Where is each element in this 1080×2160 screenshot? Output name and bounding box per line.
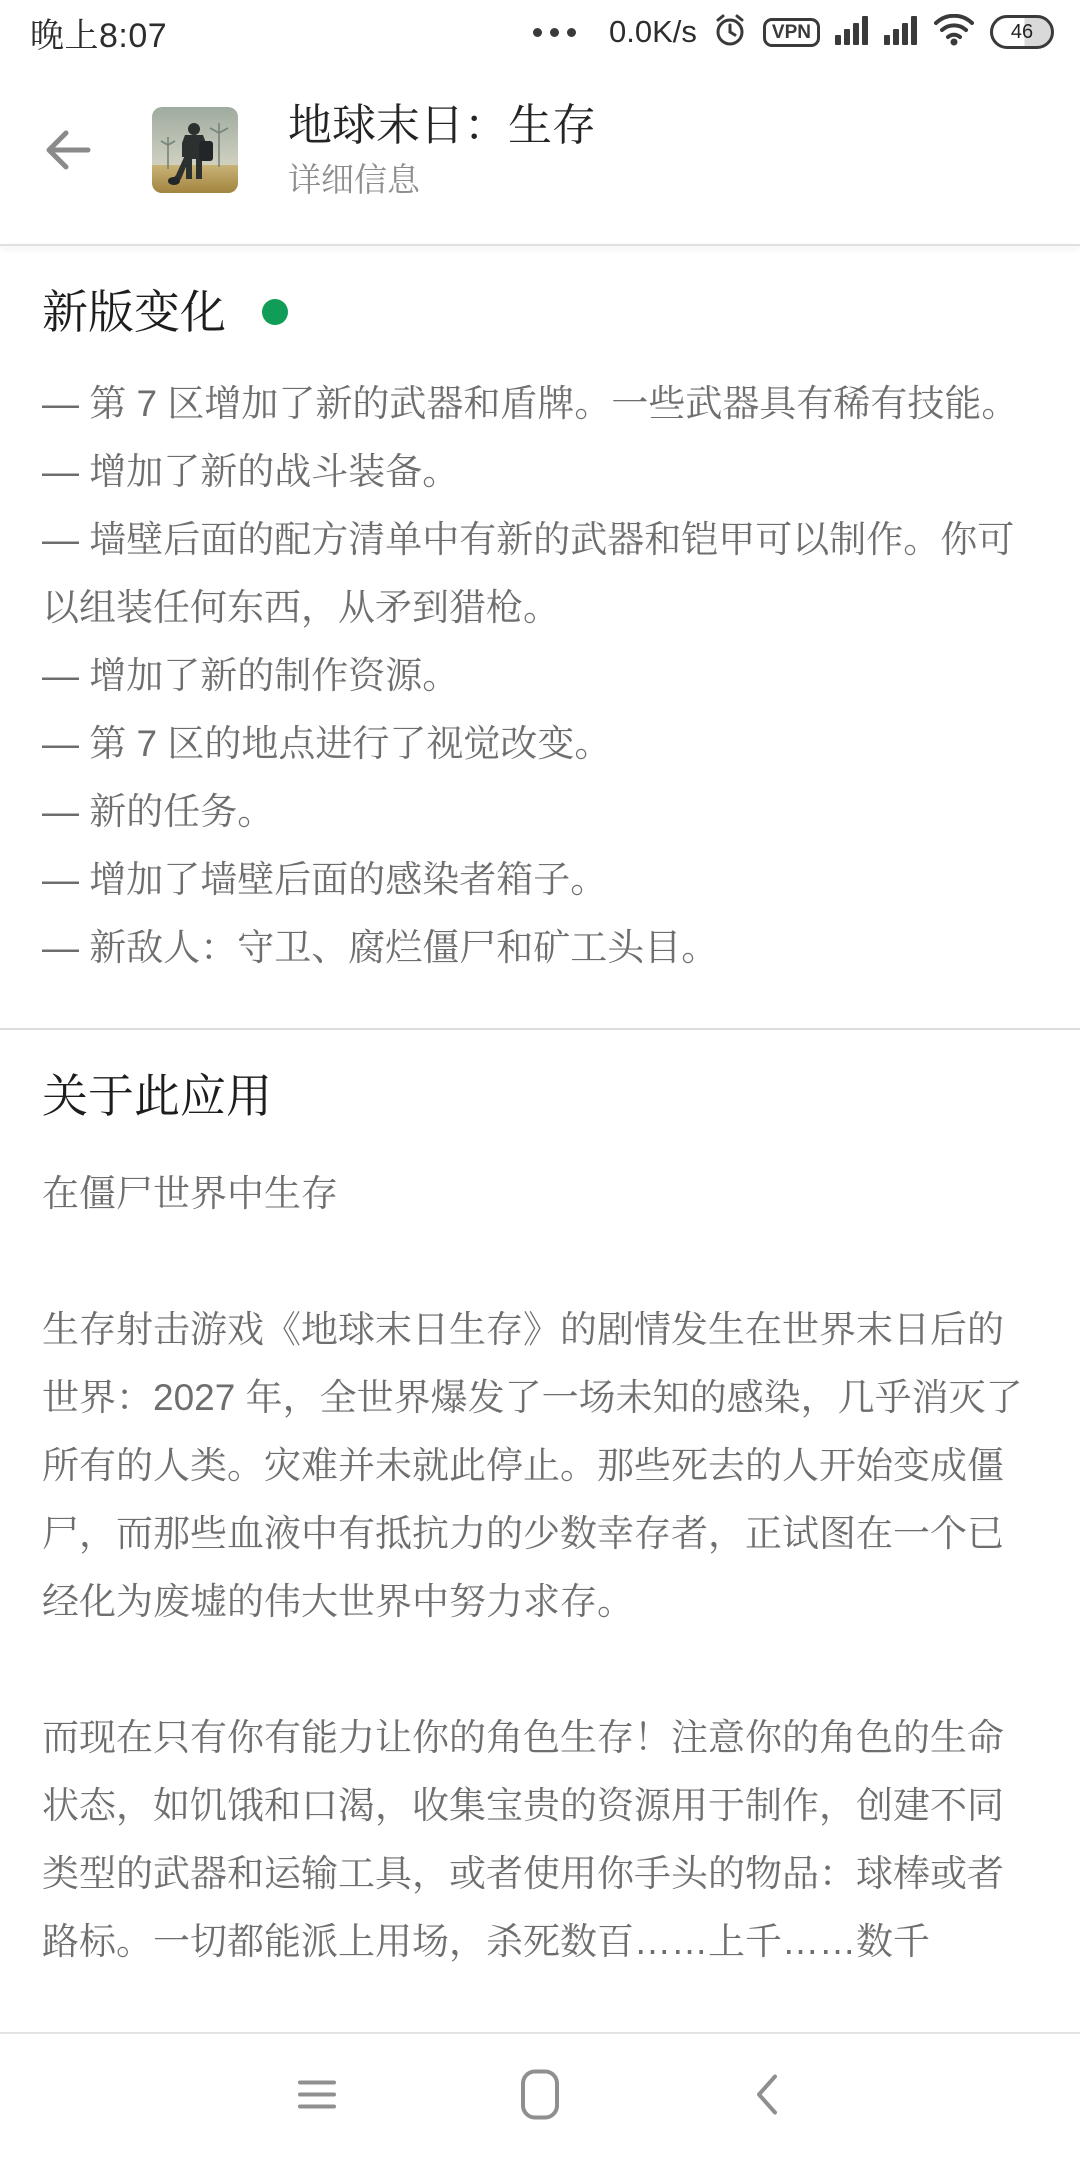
status-bar xyxy=(0,0,1080,60)
about-paragraph: 而现在只有你有能力让你的角色生存！注意你的角色的生命状态，如饥饿和口渴，收集宝贵的资源用于制作，创建不同类型的武器和运输工具，或者使用你手头的物品：球棒或者路标。一切都能派上用场，杀死数百……上千……数千 xyxy=(42,1717,1004,1962)
whats-new-item: — 墙壁后面的配方清单中有新的武器和铠甲可以制作。你可以组装任何东西，从矛到猎枪。 xyxy=(42,519,1015,628)
wifi-icon xyxy=(933,14,975,51)
whats-new-heading: 新版变化 xyxy=(42,286,226,338)
back-arrow-button[interactable] xyxy=(42,125,92,175)
cellular-signal-icon-sim2 xyxy=(884,15,918,50)
whats-new-item: — 第 7 区的地点进行了视觉改变。 xyxy=(42,723,612,764)
app-detail-header xyxy=(0,60,1080,244)
back-button[interactable] xyxy=(753,2073,779,2122)
whats-new-item: — 新敌人：守卫、腐烂僵尸和矿工头目。 xyxy=(42,927,719,968)
home-button[interactable] xyxy=(520,2069,560,2126)
recents-button[interactable] xyxy=(296,2079,338,2116)
system-nav-bar xyxy=(0,2032,1080,2160)
about-tagline: 在僵尸世界中生存 xyxy=(42,1173,338,1214)
cellular-signal-icon-sim1 xyxy=(835,15,869,50)
whats-new-item: — 增加了新的战斗装备。 xyxy=(42,451,460,492)
network-speed-text: 0.0K/s xyxy=(609,14,697,49)
about-section xyxy=(0,1030,1080,1976)
page-subtitle: 详细信息 xyxy=(288,161,420,198)
battery-icon xyxy=(990,15,1054,49)
vpn-icon: VPN xyxy=(763,18,820,47)
battery-percent-text: 46 xyxy=(1010,20,1034,43)
notification-overflow-dots-icon xyxy=(533,28,576,37)
whats-new-item: — 第 7 区增加了新的武器和盾牌。一些武器具有稀有技能。 xyxy=(42,383,1019,424)
clock-text: 晚上8:07 xyxy=(30,16,168,55)
whats-new-item: — 新的任务。 xyxy=(42,791,275,832)
whats-new-item: — 增加了新的制作资源。 xyxy=(42,655,460,696)
whats-new-section xyxy=(0,246,1080,1028)
app-icon xyxy=(152,107,238,193)
whats-new-item: — 增加了墙壁后面的感染者箱子。 xyxy=(42,859,608,900)
alarm-icon xyxy=(712,12,748,53)
about-paragraph: 生存射击游戏《地球末日生存》的剧情发生在世界末日后的世界：2027 年，全世界爆发了一场未知的感染，几乎消灭了所有的人类。灾难并未就此停止。那些死去的人开始变成僵尸，而那些血液中有抵抗力的少数幸存者，正试图在一个已经化为废墟的伟大世界中努力求存。 xyxy=(42,1309,1023,1622)
page-title: 地球末日：生存 xyxy=(288,101,596,150)
new-version-indicator-dot xyxy=(262,299,288,325)
whats-new-list xyxy=(42,370,1038,1028)
about-heading: 关于此应用 xyxy=(42,1070,272,1122)
